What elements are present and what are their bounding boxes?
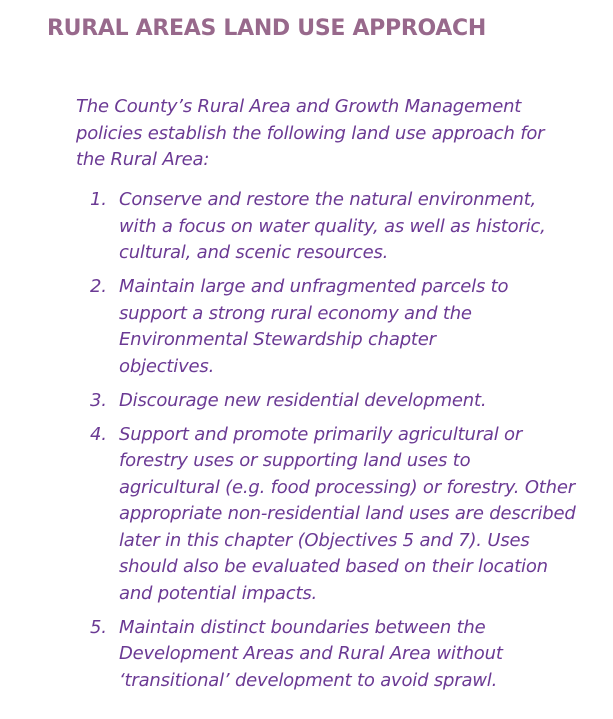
objective-text: Maintain distinct boundaries between the Development Areas and Rural Area without ‘transitional’ development to avoid sprawl.: [119, 616, 503, 691]
intro-paragraph: The County’s Rural Area and Growth Management policies establish the following land use approach for the Rural Area:: [76, 96, 545, 170]
objective-number: 2.: [90, 276, 107, 297]
objective-text: Support and promote primarily agricultural or forestry uses or supporting land uses to agricultural (e.g. food processing) or forestry. Other appropriate non-residential land uses are described later in this chapter (Objectives 5 and 7). Uses should also be evaluated based on their location and potential impacts.: [119, 423, 576, 604]
objective-item: [76, 422, 576, 608]
objective-item: [76, 274, 576, 380]
objective-item: [76, 187, 576, 267]
objective-text: Discourage new residential development.: [119, 389, 487, 411]
objective-number: 3.: [90, 389, 107, 411]
objective-text: Conserve and restore the natural environment, with a focus on water quality, as well as historic, cultural, and scenic resources.: [119, 189, 546, 263]
objective-item: [76, 388, 576, 415]
objective-number: 1.: [90, 189, 107, 210]
objective-number: 4.: [90, 423, 107, 445]
objective-item: [76, 615, 576, 695]
objective-text: Maintain large and unfragmented parcels to support a strong rural economy and the Environmental Stewardship chapter objectives.: [119, 276, 509, 377]
objectives-list: [76, 187, 576, 702]
objective-number: 5.: [90, 616, 107, 638]
page-heading: RURAL AREAS LAND USE APPROACH: [47, 16, 486, 41]
